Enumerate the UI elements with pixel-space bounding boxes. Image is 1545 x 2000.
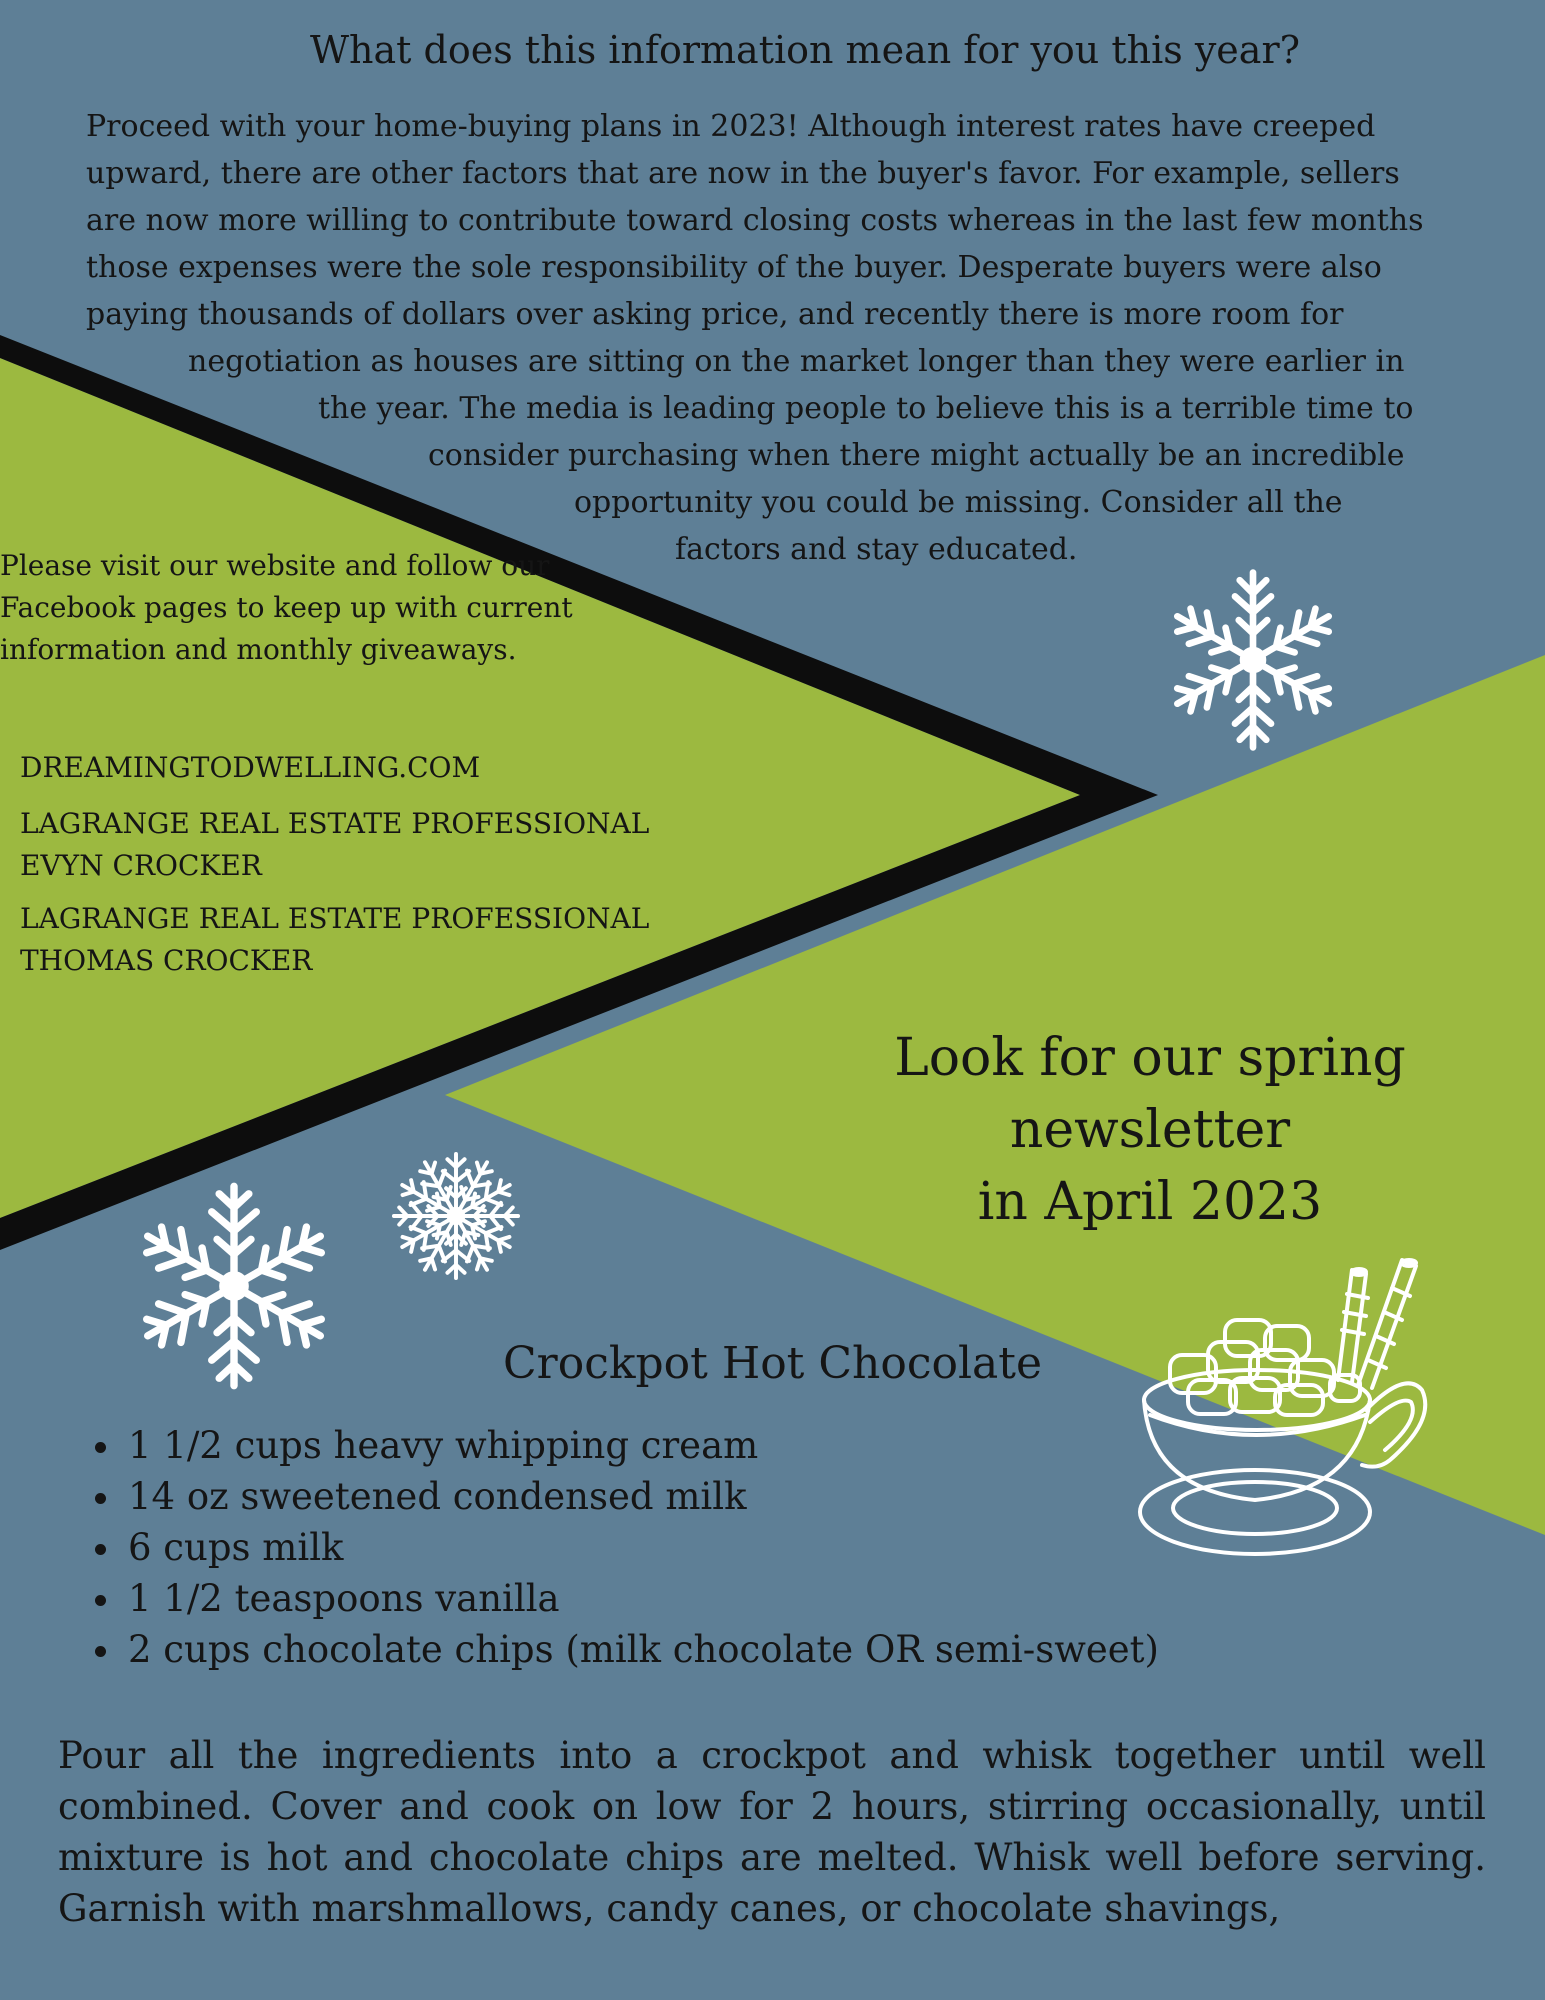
intro-line: opportunity you could be missing. Consider all the [574, 485, 1343, 520]
intro-line: consider purchasing when there might actually be an incredible [428, 438, 1405, 473]
spring-line: in April 2023 [977, 1172, 1323, 1232]
list-item: • 1 1/2 teaspoons vanilla [124, 1573, 1159, 1624]
link-line: LAGRANGE REAL ESTATE PROFESSIONAL [20, 902, 650, 935]
intro-title: What does this information mean for you this year? [309, 28, 1300, 72]
facebook-link-thomas[interactable] [20, 898, 649, 982]
intro-line: the year. The media is leading people to believe this is a terrible time to [318, 391, 1414, 426]
website-link[interactable]: DREAMINGTODWELLING.COM [20, 751, 481, 784]
hot-chocolate-mug-icon [1130, 1250, 1450, 1570]
link-line: THOMAS CROCKER [20, 944, 313, 977]
snowflake-icon [390, 1150, 522, 1282]
link-line: LAGRANGE REAL ESTATE PROFESSIONAL [20, 807, 650, 840]
follow-us-text: Please visit our website and follow our Facebook pages to keep up with current information and monthly giveaways. [0, 549, 573, 666]
recipe-title: Crockpot Hot Chocolate [503, 1338, 1042, 1389]
spring-line: Look for our spring newsletter [894, 1028, 1406, 1160]
intro-line: are now more willing to contribute toward closing costs whereas in the last few months [86, 203, 1424, 238]
intro-line: negotiation as houses are sitting on the market longer than they were earlier in [188, 344, 1405, 379]
recipe-method: Pour all the ingredients into a crockpot and whisk together until well combined. Cover and cook on low for 2 hours, stirring occasionally, until mixture is hot and chocolate chips are melted. Whisk well before serving. Garnish with marshmallows, candy canes, or chocolate shavings, [58, 1734, 1486, 1930]
list-item: • 6 cups milk [124, 1522, 1159, 1573]
snowflake-icon [1158, 565, 1348, 755]
intro-line: paying thousands of dollars over asking price, and recently there is more room for [86, 297, 1344, 332]
link-line: EVYN CROCKER [20, 849, 262, 882]
list-item: • 14 oz sweetened condensed milk [124, 1471, 1159, 1522]
list-item: • 2 cups chocolate chips (milk chocolate OR semi-sweet) [124, 1624, 1159, 1675]
list-item: • 1 1/2 cups heavy whipping cream [124, 1420, 1159, 1471]
intro-line: Proceed with your home-buying plans in 2023! Although interest rates have creeped [86, 109, 1376, 144]
intro-line: upward, there are other factors that are now in the buyer's favor. For example, sellers [86, 156, 1400, 191]
ingredient-list [80, 1420, 1159, 1675]
facebook-link-evyn[interactable] [20, 803, 649, 887]
intro-line: those expenses were the sole responsibility of the buyer. Desperate buyers were also [86, 250, 1382, 285]
intro-line: factors and stay educated. [675, 532, 1078, 567]
spring-newsletter-notice [760, 1022, 1540, 1238]
